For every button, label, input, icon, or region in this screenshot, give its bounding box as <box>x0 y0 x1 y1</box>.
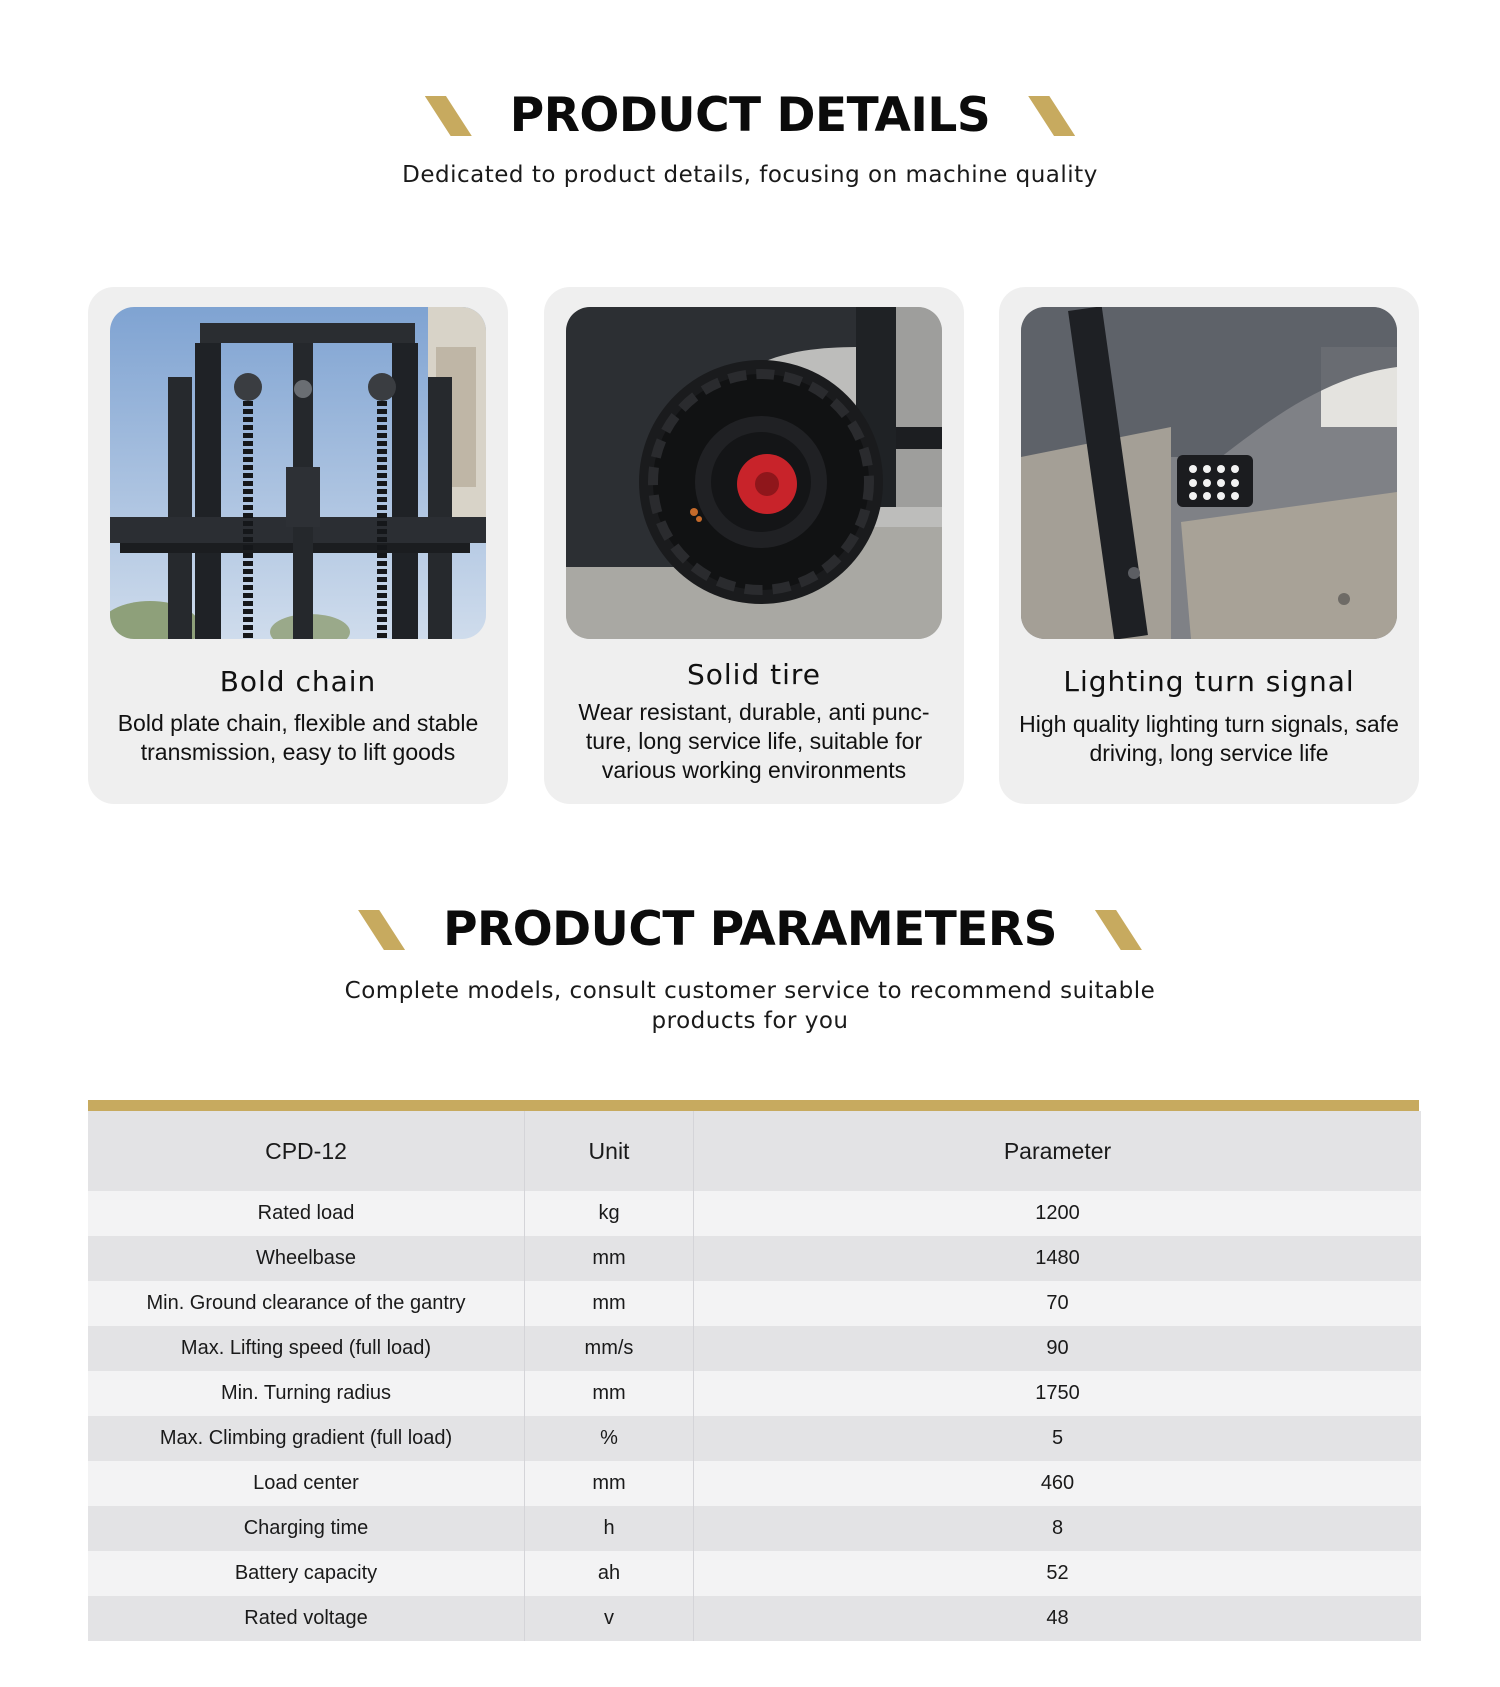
row-value: 460 <box>694 1461 1422 1506</box>
gold-slash-icon <box>1095 910 1142 950</box>
column-header-model: CPD-12 <box>88 1111 525 1191</box>
table-accent-bar <box>88 1100 1419 1111</box>
table-row <box>88 1236 1421 1281</box>
row-unit: mm/s <box>525 1326 694 1371</box>
gold-slash-icon <box>1028 96 1075 136</box>
section-title: PRODUCT DETAILS <box>509 88 991 143</box>
table-row <box>88 1461 1421 1506</box>
bold-chain-photo <box>110 307 486 639</box>
row-label: Charging time <box>88 1506 525 1551</box>
row-label: Min. Turning radius <box>88 1371 525 1416</box>
row-label: Battery capacity <box>88 1551 525 1596</box>
row-value: 90 <box>694 1326 1422 1371</box>
section-subtitle: Complete models, consult customer service to recommend suitable products for you <box>344 978 1156 1034</box>
row-value: 1750 <box>694 1371 1422 1416</box>
row-label: Wheelbase <box>88 1236 525 1281</box>
row-value: 1200 <box>694 1191 1422 1236</box>
gold-slash-icon <box>358 910 405 950</box>
row-unit: ah <box>525 1551 694 1596</box>
gold-slash-icon <box>425 96 472 136</box>
row-label: Load center <box>88 1461 525 1506</box>
row-label: Max. Climbing gradient (full load) <box>88 1416 525 1461</box>
table-row <box>88 1371 1421 1416</box>
section-subtitle: Dedicated to product details, focusing on machine quality <box>402 162 1098 188</box>
row-label: Rated load <box>88 1191 525 1236</box>
row-unit: v <box>525 1596 694 1641</box>
row-unit: mm <box>525 1461 694 1506</box>
table-row <box>88 1596 1421 1641</box>
feature-title: Bold chain <box>219 665 377 698</box>
product-parameters-header <box>0 902 1500 1036</box>
feature-card-solid-tire <box>544 287 964 804</box>
feature-card-bold-chain <box>88 287 508 804</box>
feature-card-lighting-turn-signal <box>999 287 1419 804</box>
row-label: Min. Ground clearance of the gantry <box>88 1281 525 1326</box>
table-header-row <box>88 1111 1421 1191</box>
section-title: PRODUCT PARAMETERS <box>443 902 1057 957</box>
row-value: 8 <box>694 1506 1422 1551</box>
feature-title: Lighting turn signal <box>1063 665 1355 698</box>
feature-description: Wear resistant, durable, anti punc-ture, long service life, suitable for various working environments <box>578 699 930 783</box>
column-header-parameter: Parameter <box>694 1111 1422 1191</box>
table-row <box>88 1191 1421 1236</box>
row-value: 70 <box>694 1281 1422 1326</box>
table-row <box>88 1506 1421 1551</box>
row-unit: mm <box>525 1281 694 1326</box>
feature-description: Bold plate chain, flexible and stable transmission, easy to lift goods <box>117 710 479 765</box>
product-details-header <box>0 88 1500 190</box>
table-row <box>88 1551 1421 1596</box>
column-header-unit: Unit <box>525 1111 694 1191</box>
lighting-turn-signal-photo <box>1021 307 1397 639</box>
row-unit: mm <box>525 1236 694 1281</box>
parameters-table <box>88 1100 1419 1641</box>
table-row <box>88 1281 1421 1326</box>
row-unit: kg <box>525 1191 694 1236</box>
row-value: 48 <box>694 1596 1422 1641</box>
row-unit: h <box>525 1506 694 1551</box>
row-unit: % <box>525 1416 694 1461</box>
row-value: 1480 <box>694 1236 1422 1281</box>
feature-cards <box>88 287 1419 804</box>
row-value: 5 <box>694 1416 1422 1461</box>
row-label: Rated voltage <box>88 1596 525 1641</box>
row-value: 52 <box>694 1551 1422 1596</box>
row-label: Max. Lifting speed (full load) <box>88 1326 525 1371</box>
table-row <box>88 1326 1421 1371</box>
feature-title: Solid tire <box>686 658 822 691</box>
table-row <box>88 1416 1421 1461</box>
feature-description: High quality lighting turn signals, safe driving, long service life <box>1019 711 1399 766</box>
solid-tire-photo <box>566 307 942 639</box>
row-unit: mm <box>525 1371 694 1416</box>
